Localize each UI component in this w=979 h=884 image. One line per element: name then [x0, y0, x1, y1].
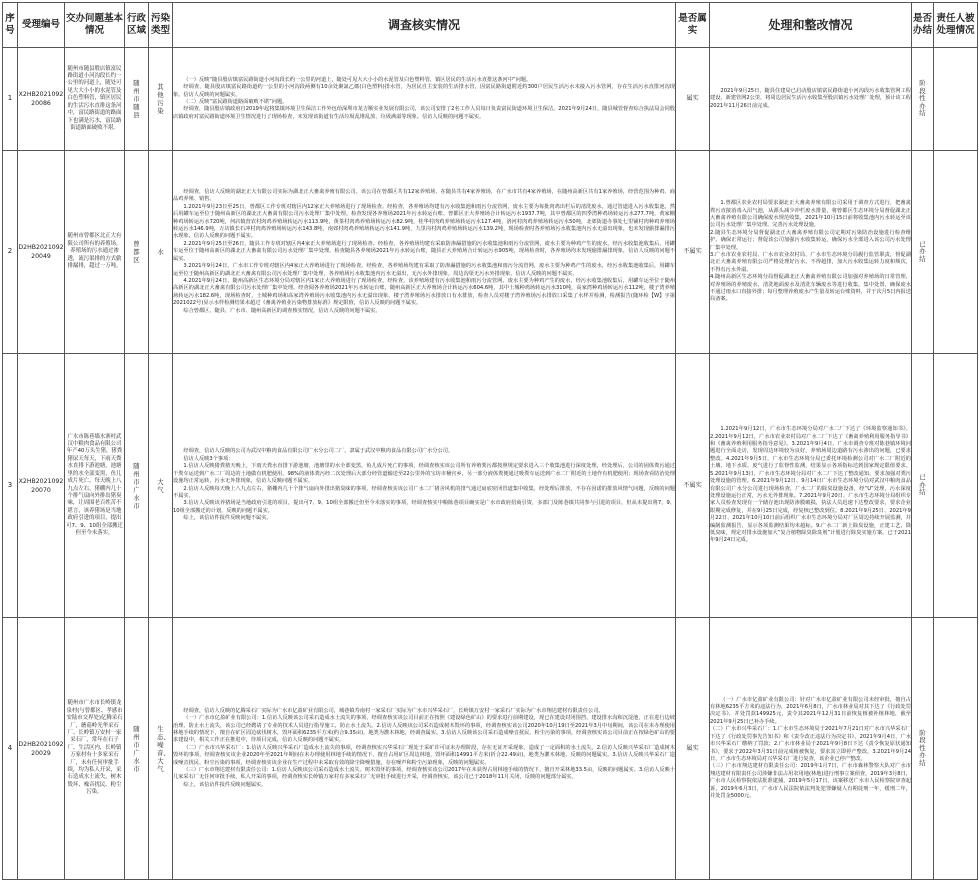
row-done-text: 已办结	[919, 239, 926, 263]
row-region	[125, 48, 149, 151]
investigation-paragraph: 1.信访人反映猪粪猪天晚上，下雨天粪水直排下游池塘，池塘里的水全部变黑，鱼儿成片死亡的事项，经调查核实该公司所有养殖粪污都按照规定要求进入三个收集池进行深度处理，经处理后，公司的固体粪污通过干粪车运送到广水二厂周边的土地做有机肥使用，98%的液体粪污经二次处理后大部分经管道输送至22公里外的宝坊市桶官乡，另一部分液体粪便通过吸粪车运送到广水二厂附近的土地作有机肥使用；现场查看防治处理设施均正常运转，污水无外排现象，信访人反映问题不属实。	[173, 463, 675, 485]
investigation-paragraph: 经调查，随县殷店镇政府自2019年起将集镇环境卫生保洁工作外包给深圳市龙吉顺实业发展有限公司，该公司安排了2名工作人员每日负责富民街道环境卫生保洁。2021年9月24日，随县城管督查综合执法局会同殷店镇政府对富民路街道环境卫生情况进行了现场检查，未发现该街道有生活垃圾乱堆乱放、垃圾满溢等现象。信访人反映的问题不属实。	[173, 106, 675, 120]
row-handling	[710, 48, 912, 151]
investigation-paragraph: 经调查，信访人反映的公司为武汉中粮肉食品有限公司广水分公司二厂，隶属于武汉中粮肉食品有限公司广水分公司。	[183, 448, 454, 455]
row-verified: 属实	[676, 48, 710, 151]
table-row	[3, 618, 978, 880]
row-handling	[710, 354, 912, 618]
header-handling: 处理和整改情况	[710, 3, 912, 48]
row-handling	[710, 151, 912, 354]
row-code: X2HB202109220086	[18, 48, 65, 151]
investigation-paragraph: 1.2021年9月23日至25日，曾都区工作专班对辖区内12家正大养殖场进行了现场检查。经检查，各养殖场均建有污水收集池和雨污分流管网，废水主要为每批肉鸡出栏后的清洗废水，通过管道进入污水收集池，然后用罐车运至位于随州高新区的湖北正大畜禽有限公司污水处理厂集中处理。检查发现各养殖场2021年污水转运台账、曾都区正大养殖场合计转运污水1937.7吨，其中曾都区的四季湾种鸡场转运污水277.7吨，黄家棚种鸡场转运污水720吨，何店镇营农村肉鸡养殖场转运污水113.9吨，黄茶村肉鸡养殖场转运污水82.9吨，桂华村肉鸡养殖场转运污水127.4吨，洛河村肉鸡养殖场转运污水50吨，北郊街道办事处七里铺村肉种鸡养殖场转运污水146.9吨，万店镇长石冲村肉鸡养殖场转运污水143.8吨，南郊村肉鸡养殖场转运污水141.9吨，九里岗村肉鸡养殖场转运污水139.2吨，现场检查时各养殖场污水收集池内污水无溢出现象，也未发现偷排漏排污水现象，信访人反映的问题不属实。	[173, 203, 675, 240]
handling-text: 2021年9月25日，随县住建局已启动殷店镇富民路街道小河沟段污水收集管网工程建设，新建管网2公里，将周边居民生活污水收集至殷店镇污水处理厂处理，预计该工程2021年11月26日前完成。	[710, 87, 911, 109]
row-type-text: 生态、噪音、大气	[157, 724, 170, 773]
handling-text: （一）广水市亿盈矿业有限公司：针对广水市亿盈矿业有限公司未经审批，擅自占有林地6235平方米的违法行为，2021年6月8日，广水市林业局对其下达了《行政处罚决定书》，并处罚款149925元，责令其2021年12月31日前恢复植被补植林地，截至2021年9月25日已补办手续。 （二）广水市兴华采石厂：1.广水市生态环境局于2021年7月21日对广水市兴华采石厂下达了《行政处罚事先告知书》和《责令改正违法行为决定书》，2021年9月4日，广水市兴华采石厂缴纳了罚款；2.广水市林业局于2021年9月8日下达《责令恢复原状通知书》，要求于2022年3月31日前完成植被恢复，要求其立即停产整改。3.2021年9月24日，广水市生态环境局对兴华采石厂进行复查，该企业已停产整改。 （三）广水市翔达建材有限责任公司：2019年1月7日，广水市森林警察大队对广水市翔达建材有限责任公司涉嫌非法占用农用地(林地)进行刑事立案侦查，2019年3月8日，广水市人民检察院依法批准逮捕，2019年5月17日，该案移送广水市人民检察院审查起诉，2019年6月3日，广水市人民法院依法判处犯罪嫌疑人有期徒刑一年，缓刑二年，并处罚金5000元。	[710, 696, 911, 799]
header-type: 污染类型	[149, 3, 173, 48]
row-region-text: 随州市广水市	[133, 461, 140, 510]
investigation-paragraph: （一）广水市亿盈矿业有限公司：1.信访人反映该公司采石造成水土流失的事项，经调查核实该公司目前正在按照《建设绿色矿山》的要求进行前期建设，现已在建设封闭围挡、建设排水沟和沉淀池，正在进行边坡治理、防止水土流失，该公司已经聘请了专业的技术人员进行指导施工，防止水土流失。2.信访人反映该公司采石造成树木毁坏的事项，经调查核实该公司2020年10月19日至2021年3月中旬期间，该公司在未办理使用林地手续的情况下，擅自在矿区周边砍伐树木，毁坏面积6235平方米(约合9.35亩)，地类为灌木林地，经调查属实。3.信访人反映该公司采石造成噪音扰民、粉尘污染的事项，经调查核实该公司目前正在按绿色矿山的要求建设中，相关工作正在推进中，待项目完成，信访人反映的问题不属实。	[173, 715, 675, 744]
row-investigation	[173, 151, 676, 354]
row-region-text: 曾都区	[133, 240, 140, 264]
table-header-row	[3, 3, 978, 48]
row-seq: 1	[3, 48, 18, 151]
handling-text: 1.曾都区农业农村局要求湖北正大畜禽养殖有限公司采用于调查方式进行，把畜禽粪污直接消毒入沼气池，从源头减少冲栏废水排量，将曾都区生态环境分局督促湖北正大畜禽养殖有限公司确保废水规范收集，2021年10月15日前将收集池内污水转运至该公司污水处理厂集中处理，完善污水处理设施。 2.随县生态环境分局督促湖北正大畜禽养殖有限公司定期对污染防治设施进行检查维护，确保正常运行；督促该公司加强污水收集转运，确保污水全部进入该公司污水处理厂集中处理。 3.广水市农业农村局、广水市农业农村局、广水市生态环境分局履行监管职责，督促湖北正大畜禽养殖有限公司严格处理好污水，不得超排，加大污水收集运转力度和频次，不得有污水外溢。 4.随州高新区生态环境分局督促湖北正大畜禽养殖有限公司加强对养殖场的日常管理，对养殖场的养殖废水，清洗地面废水及清洗车辆废水等进行收集，集中处置，确保废水不通过雨水口直接外排；每月整理养殖废水产生量及转运台账资料，并于次月5日内报送局备案。	[710, 200, 911, 303]
table-row	[3, 151, 978, 354]
row-type-text: 其他污染	[157, 83, 164, 115]
investigation-paragraph: 2.信访人反映每天晚上八九点左右，猪棚内几十个排气扇向外排出猪臭味的事项，经调查核实该公司广水二厂猪舍风机的排气通过扇底密闭管道集中收集，经处理后排放，不存在因诺的排放风情气问题，反映的问题不属实。	[173, 485, 675, 499]
row-investigation	[173, 618, 676, 880]
row-code: X2HB202109220070	[18, 354, 65, 618]
row-verified: 属实	[676, 618, 710, 880]
investigation-paragraph: 经调查，随县殷店镇富民路街道约一公里的小河沟段两侧有10余处聚氯乙烯(白色塑料)排水管，为居民自主安装的生活排水管，因富民路街道附近约300户居民生活污水未接入污水管网，存在生活污水直排河沟现象。信访人反映的问题属实。	[173, 84, 675, 98]
row-code: D2HB202109220029	[18, 618, 65, 880]
investigation-paragraph: （三）广水市翔达建材有限责任公司：1.信访人反映该公司采石造成水土流失、树木毁坏的事项，经调查核实该公司2017年在未获得占用林地手续的情况下，擅自开采林地33.5亩，反映的问题属实。3.信访人反映十几家采石厂无任何审批手续，私人开采的事项，经调查核实长岭镇万家村有多家采石厂无审批手续进行开采，经调查核实，该公司已于2018年11月关闭，反映的问题部分属实。	[173, 767, 675, 781]
row-region-text: 随州市广水市	[133, 724, 140, 773]
header-verified: 是否属实	[676, 3, 710, 48]
row-verified: 不属实	[676, 354, 710, 618]
row-done	[912, 151, 934, 354]
row-done	[912, 618, 934, 880]
row-done-text: 阶段性办结	[919, 79, 926, 118]
row-type-text: 大气	[157, 477, 164, 494]
investigation-paragraph: 信访人反映3个事项：	[183, 455, 234, 462]
row-issue: 广水市陈巷墙水寨村武汉中粮肉食品有限公司年产40万头生猪，猪粪猪尿天每天，下雨天粪水直排下游池塘，池塘里的水全部变黑，鱼儿成片死亡，每天晚上八九点左右，猪棚内几十个排气扇向外排出猪臭味，让周围老百姓苦不堪言，该养猪场是当地政府引进的项目，提出可7、9、10组全部搬迁但至今未落实。	[65, 354, 125, 618]
row-type	[149, 618, 173, 880]
row-person	[934, 151, 978, 354]
investigation-paragraph: 4.2021年9月24日，随州高新区生态环境分局对辖区内1家正大养殖场进行了现场检查，经检查，该养殖场建有污水收集池和雨污分流管网，废水主要为种鸡产生的废水，经污水收集池收集后，用罐车运至位于随州高新区的湖北正大畜禽有限公司污水处理厂集中处理。经查阅各养殖场2021年污水转运台账，随州高新区正大养殖场合计转运污水604.6吨，其中土城种鸡场转运污水310吨，高家湾种鸡场转运污水112吨，楼子湾养殖场转运污水182.6吨，现场检查时，土城种鸡场和高家湾养殖场污水收集池内污水无溢出现象，楼子湾养殖场污水排放口有水排放，检查人员对楼子湾养殖场污水排放口采集了水样并检测，检测报告(随环检【W】字第2021022号)显示水样检测结果未超过《畜禽养殖业污染物排放标准》规定限值，信访人反映的问题不属实。	[173, 277, 675, 307]
header-issue: 交办问题基本情况	[65, 3, 125, 48]
investigation-paragraph: 3.2021年9月24日，广水市工作专班对辖区内4家正大养殖场进行了现场检查。经检查，各养殖场均建有采取了防渗漏措施的污水收集池和雨污分流管网，废水主要为种鸡产生的废水，经污水收集池收集后，用罐车运至位于随州高新区的湖北正大畜禽有限公司污水处理厂集中处理，各养殖场污水收集池内污水无溢出，无污水外排现象，周边沟渠无污水外排现象，信访人反映的问题不属实。	[173, 263, 675, 277]
row-seq: 2	[3, 151, 18, 354]
header-region: 行政区域	[125, 3, 149, 48]
investigation-paragraph: 综上，该信访件报件反映问题不属实。	[183, 515, 272, 522]
row-done	[912, 48, 934, 151]
row-seq: 4	[3, 618, 18, 880]
row-done	[912, 354, 934, 618]
row-person	[934, 48, 978, 151]
investigation-paragraph: 经调查，信访人反映的湖北正大有限公司实际为湖北正大畜禽养殖有限公司。该公司在曾都区共有12家养殖场，在随县共有4家养殖场，在广水市共有4家养殖场，在随州高新区共有1家养殖场，经营范围为种鸡、商品鸡养殖、销售。	[173, 189, 675, 203]
header-code: 受理编号	[18, 3, 65, 48]
row-person	[934, 354, 978, 618]
investigation-paragraph: 综合曾都区、随县、广水市、随州高新区的调查核实情况，信访人反映的问题不属实。	[183, 307, 381, 314]
investigation-paragraph: 经调查，信访人反映的亿腾采石厂实际为广水市亿盈矿业有限公司，城巷镇寿南村一家采石厂实际为广水市兴华采石厂，长岭镇万安村一家采石厂实际为广水市翔达建材有限责任公司。	[183, 707, 604, 714]
row-investigation	[173, 48, 676, 151]
row-region	[125, 354, 149, 618]
row-type-text: 水	[157, 248, 164, 256]
handling-text: 1.2021年9月12日，广水市生态环境分局对广水二厂下达了《环境监察通知书》。2.2021年9月12日，广水市农业农村局对广水二厂下达了《畜禽养殖利用服务指导书》和《畜禽养殖利用服务指导意见》。3.2021年9月4日，广水市调查专班对陈巷镇环境问题进行全面走访，发现周边环境较为良好，养殖场周边道路有污水渗出的问题，已要求整改。4.2021年9月5日，广水市生态环境分局已委托环境检测公司对广水二厂附近的土壤、地下水质、废气进行了监督性监测，结果显示各项指标达到国家规定限值要求。5.2021年9月13日，广水市生态环境分局对广水二厂下达了整改通知，要求加强对粪污处理设施的管理。6.2021年9月12日、9月14日广水市生态环境分局对武汉中粮肉食品有限公司广水分公司进行现场检查，广水二厂的除臭设施设备，经“U”处理，污水深度处理设施运行正常，污水无外排现象。7.2021年9月20日、广水市生态环境分局组织专家人员检查发现有一个储存池出现防渗膜破损，执法人员迅速下达整改要求，要求企业限期完成修复，并在9月25日完成，经复核已整改到位。8.2021年9月25日、2021年9月22日、2021年10月10日前后组织广水市生态环境分局对厂区周边持续开展监测，并编制监测报告，显示各项监测结果均未超标。9.广水二厂新上除臭设施，正建工艺，降低臭味，规定对排水设施加大“复合植物除臭除臭剂”计划进行除臭实施方案。已于2021年9月24日完成。	[710, 426, 911, 544]
investigation-paragraph: （二）反映“富民路街道路面破败不堪”问题。	[183, 99, 288, 105]
investigation-paragraph: 综上，该信访件报件反映问题属实。	[183, 781, 267, 788]
row-region-text: 随州市随县	[133, 79, 140, 119]
row-seq: 3	[3, 354, 18, 618]
investigation-paragraph: （二）广水市兴华采石厂：1.信访人反映兴华采石厂造成水土流失的事项，经调查核实兴华采石厂现处于采矿许可证未办理阶段，存在无证开采现象，造成了一定面积的水土流失。2.信访人反映兴华采石厂造成树木毁坏的事项，经调查核实该企业2020年至2021年期间在未办理使用林地手续的情况下，擅自占用矿区周边林地，毁坏面积14991平方米(折合22.49亩)，地类为灌木林地，反映的问题属实。3.信访人反映兴华采石厂造成噪音扰民、粉尘污染的事项，经调查核实该企业在生产过程中未采取有效的降尘降噪措施，存在噪声和粉尘污染现象，反映的问题属实。	[173, 744, 675, 766]
row-investigation	[173, 354, 676, 618]
investigation-paragraph: 2.2021年9月25日至26日，随县工作专班对辖区内4家正大养殖场进行了现场检查。经检查，各养殖场均建有采取防渗漏措施的污水收集池和雨污分流管网，废水主要为种鸡产生的废水，经污水收集池收集后，用罐车运至位于随州高新区的湖北正大畜禽有限公司污水处理厂集中处理。检查随县各养殖场2021年污水转运台账，随县正大养殖场合计转运污水905吨，现场检查时，各养殖场均未发现偷排漏排现象，信访人反映的问题不属实。	[173, 240, 675, 262]
row-handling	[710, 618, 912, 880]
row-type	[149, 354, 173, 618]
investigation-paragraph: （一）反映“随县殷店镇富民路街道小河沟段长约一公里的河道上，随处可见大大小小的水泥管及白色塑料管，镇区居民的生活污水直排这条河中”问题。	[183, 76, 532, 83]
table-row	[3, 354, 978, 618]
table-row	[3, 48, 978, 151]
header-investigation: 调查核实情况	[173, 3, 676, 48]
row-issue: 随州市广水市长岭镇龙泉村(与曾都区、孝感市安陆市交界处)亿腾采石厂，蘑菇岭光华采石厂、长岭镇万安村一家采石厂，常年在石子厂、生活区内，长岭镇万家村有十多家采石厂，未有任何审批手续，均为私人开采，采石造成水土流失，树木毁坏、噪音扰民、粉尘污染。	[65, 618, 125, 880]
row-done-text: 已办结	[919, 473, 926, 497]
row-issue: 随州市随县殷店镇富民路街道小河沟段长约一公里的河道上，随处可见大大小小的水泥管及白色塑料管，镇区居民的生活污水直排这条河中，富民路街道的路面下也满是污水，富民路街道路面破败不堪。	[65, 48, 125, 151]
row-type	[149, 151, 173, 354]
row-issue: 随州市曾都区北正大有限公司所有的养殖场，养殖场的污水通过渗透，流污渠排的方式偷排漏排，超过一万吨。	[65, 151, 125, 354]
row-region	[125, 618, 149, 880]
row-verified: 不属实	[676, 151, 710, 354]
header-person: 责任人被处理情况	[934, 3, 978, 48]
row-type	[149, 48, 173, 151]
complaint-table	[2, 2, 978, 880]
row-region	[125, 151, 149, 354]
header-seq: 序号	[3, 3, 18, 48]
row-person	[934, 618, 978, 880]
row-done-text: 阶段性办结	[919, 728, 926, 767]
investigation-paragraph: 3.信访人反映该养猪场是当地政府引进的项目，提出可7、9、10组全部搬迁但至今未落实的事项，经调查核实中粮陈巷项目确实是广水市政府招商引资，多部门及陈巷镇共同参与引进的项目，但从未提出将7、9、10组全部搬迁的计划，反映的问题不属实。	[173, 500, 675, 514]
row-code: D2HB202109220049	[18, 151, 65, 354]
header-done: 是否办结	[912, 3, 934, 48]
